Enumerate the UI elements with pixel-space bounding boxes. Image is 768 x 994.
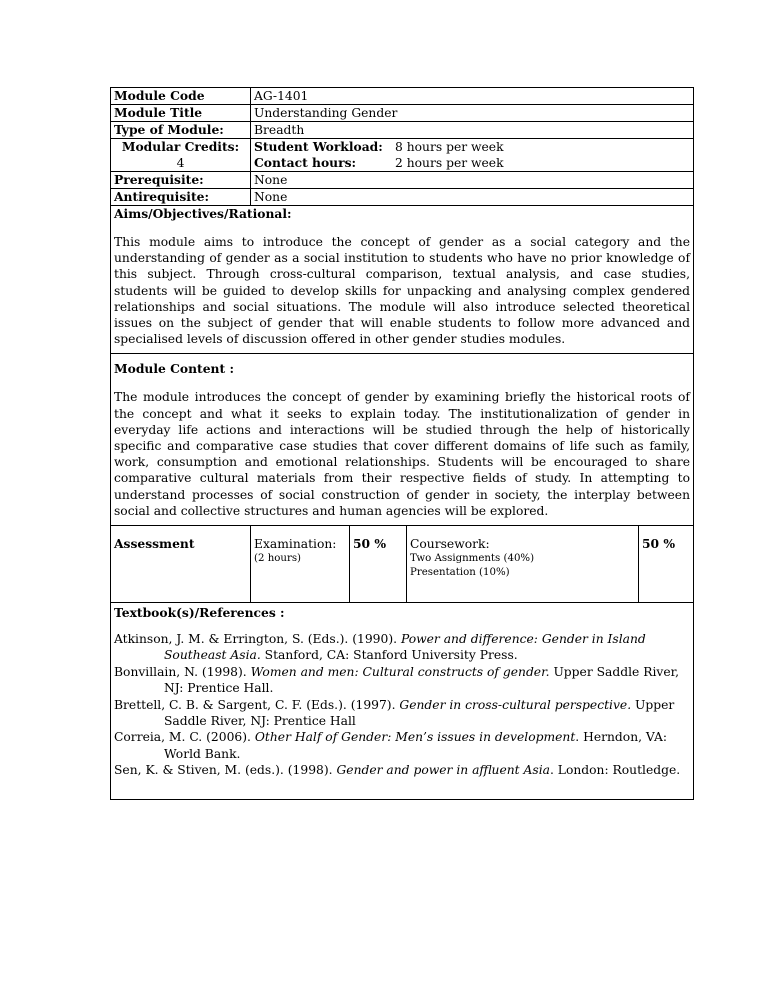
workload-cell bbox=[251, 139, 694, 172]
assessment-label: Assessment bbox=[111, 526, 251, 603]
prereq-row bbox=[111, 172, 694, 189]
workload-label: Student Workload: bbox=[254, 139, 383, 154]
module-code-value: AG-1401 bbox=[251, 88, 694, 105]
module-table bbox=[110, 87, 694, 800]
exam-label: Examination: bbox=[254, 537, 337, 552]
module-type-value: Breadth bbox=[251, 122, 694, 139]
reference-publisher: Upper Saddle River, NJ: Prentice Hall. bbox=[164, 664, 680, 696]
reference-title: Gender in cross-cultural perspective. bbox=[399, 697, 632, 712]
content-heading: Module Content : bbox=[114, 361, 235, 377]
reference-publisher: Stanford, CA: Stanford University Press. bbox=[260, 648, 518, 663]
module-title-row bbox=[111, 105, 694, 122]
reference-item bbox=[114, 697, 690, 730]
reference-item bbox=[114, 631, 690, 664]
reference-title: Other Half of Gender: Men’s issues in development bbox=[254, 730, 576, 745]
reference-title: Power and difference: Gender in Island Southeast Asia. bbox=[164, 632, 646, 663]
module-title-label: Module Title bbox=[111, 105, 251, 122]
module-type-label: Type of Module: bbox=[111, 122, 251, 139]
content-text: The module introduces the concept of gender by examining briefly the historical roots of the concept and what it seeks to explain today. The institutionalization of gender in everyday life actions and interactions will be studied through the help of historically specific and comparative case studies that cover different domains of life such as family, work, consumption and emotional relationships. Students will be encouraged to share comparative cultural materials from their respective fields of study. In attempting to understand processes of social construction of gender in society, the interplay between social and collective structures and human agencies will be explored. bbox=[114, 390, 690, 518]
reference-publisher: Upper Saddle River, NJ: Prentice Hall bbox=[164, 697, 675, 729]
exam-duration: (2 hours) bbox=[254, 553, 302, 565]
workload-value: 8 hours per week bbox=[395, 140, 504, 154]
reference-title: Women and men: Cultural constructs of gender. bbox=[250, 664, 550, 679]
aims-cell bbox=[111, 206, 694, 354]
prereq-value: None bbox=[251, 172, 694, 189]
reference-authors: Sen, K. & Stiven, M. (eds.). (1998). bbox=[114, 763, 337, 778]
module-code-label: Module Code bbox=[111, 88, 251, 105]
module-credits-label: Modular Credits: bbox=[121, 139, 240, 154]
aims-text: This module aims to introduce the concept of gender as a social category and the understanding of gender as a social institution to students who have no prior knowledge of this subject. Through cross-cultural comparison, textual analysis, and case studies, students will be guided to develop skills for unpacking and analysing complex gendered relationships and social situations. The module will also introduce selected theoretical issues on the subject of gender that will enable students to follow more advanced and specialised levels of discussion offered in other gender studies modules. bbox=[114, 235, 690, 347]
references-section bbox=[111, 603, 694, 800]
coursework-item-assignments: Two Assignments (40%) bbox=[410, 553, 535, 565]
module-title-value: Understanding Gender bbox=[251, 105, 694, 122]
contact-label: Contact hours: bbox=[254, 155, 357, 170]
module-code-row bbox=[111, 88, 694, 105]
reference-item bbox=[114, 664, 690, 697]
reference-item bbox=[114, 729, 690, 762]
module-credits-row bbox=[111, 139, 694, 172]
prereq-label: Prerequisite: bbox=[111, 172, 251, 189]
exam-cell bbox=[251, 526, 350, 603]
reference-publisher: . London: Routledge. bbox=[549, 763, 681, 778]
reference-authors: Atkinson, J. M. & Errington, S. (Eds.). (1990). bbox=[114, 632, 401, 647]
references-cell bbox=[111, 603, 694, 800]
exam-percent: 50 % bbox=[350, 526, 407, 603]
reference-authors: Correia, M. C. (2006). bbox=[114, 730, 255, 745]
workload-line bbox=[254, 139, 690, 155]
reference-publisher: . Herndon, VA: World Bank. bbox=[164, 730, 667, 761]
antireq-label: Antirequisite: bbox=[111, 189, 251, 206]
references-heading: Textbook(s)/References : bbox=[114, 605, 285, 621]
coursework-cell bbox=[407, 526, 639, 603]
antireq-value: None bbox=[251, 189, 694, 206]
reference-item bbox=[114, 762, 690, 778]
assessment-row bbox=[111, 526, 694, 603]
antireq-row bbox=[111, 189, 694, 206]
reference-authors: Brettell, C. B. & Sargent, C. F. (Eds.). (1997). bbox=[114, 697, 400, 712]
reference-title: Gender and power in affluent Asia bbox=[336, 763, 550, 778]
module-credits-value: 4 bbox=[176, 156, 185, 170]
coursework-percent: 50 % bbox=[639, 526, 694, 603]
aims-heading: Aims/Objectives/Rational: bbox=[114, 206, 292, 221]
aims-section bbox=[111, 206, 694, 354]
references-list bbox=[114, 621, 690, 785]
coursework-item-presentation: Presentation (10%) bbox=[410, 567, 510, 579]
content-cell bbox=[111, 354, 694, 526]
module-outline bbox=[110, 87, 694, 800]
module-type-row bbox=[111, 122, 694, 139]
reference-authors: Bonvillain, N. (1998). bbox=[114, 664, 251, 679]
contact-line bbox=[254, 155, 690, 171]
content-section bbox=[111, 354, 694, 526]
coursework-label: Coursework: bbox=[410, 537, 490, 552]
module-credits-cell bbox=[111, 139, 251, 172]
contact-value: 2 hours per week bbox=[395, 156, 504, 170]
